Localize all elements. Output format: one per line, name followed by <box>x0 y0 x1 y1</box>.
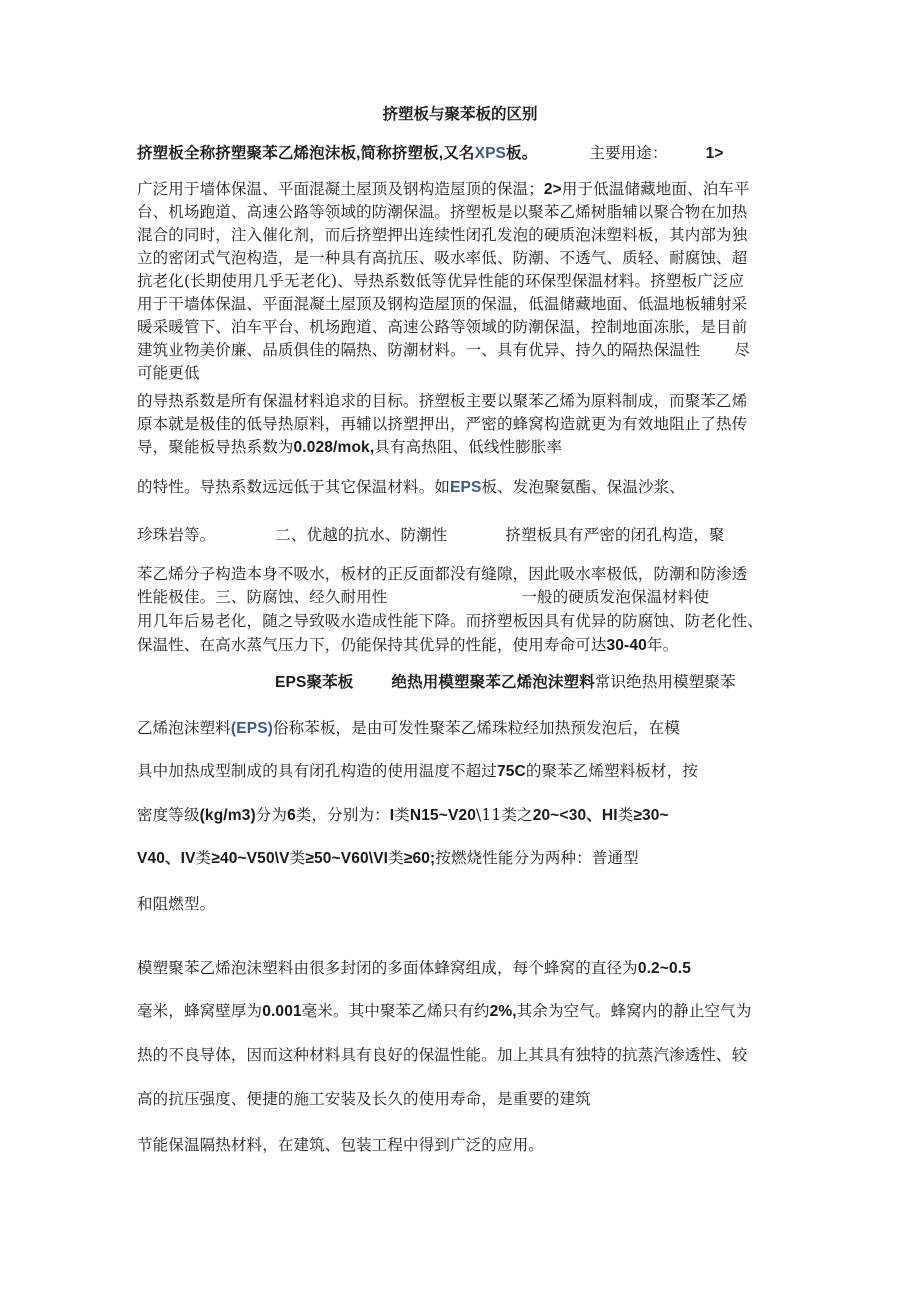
text-line: 节能保温隔热材料，在建筑、包装工程中得到广泛的应用。 <box>137 1136 544 1154</box>
text-line: 混合的同时，注入催化剂，而后挤塑押出连续性闭孔发泡的硬质泡沫塑料板，其内部为独 <box>137 226 748 244</box>
text-line: 热的不良导体，因而这种材料具有良好的保温性能。加上其具有独特的抗蒸汽渗透性、较 <box>137 1046 748 1064</box>
text-line: 用于干墙体保温、平面混凝土屋顶及钢构造屋顶的保温，低温储藏地面、低温地板辅射采 <box>137 295 748 313</box>
text-line: 立的密闭式气泡构造，是一种具有高抗压、吸水率低、防潮、不透气、质轻、耐腐蚀、超 <box>137 249 748 267</box>
text-line: 具中加热成型制成的具有闭孔构造的使用温度不超过75C的聚苯乙烯塑料板材，按 <box>137 762 698 780</box>
usage-number: 1> <box>705 145 724 162</box>
text-line: 乙烯泡沫塑料(EPS)俗称苯板，是由可发性聚苯乙烯珠粒经加热预发泡后，在模 <box>137 719 680 737</box>
text-line: 珍珠岩等。 二、优越的抗水、防潮性 挤塑板具有严密的闭孔构造，聚 <box>137 526 725 544</box>
page-title: 挤塑板与聚苯板的区别 <box>382 106 538 123</box>
text-line: 的特性。导热系数远远低于其它保温材料。如EPS板、发泡聚氨酯、保温沙浆、 <box>137 478 685 496</box>
text-line: 广泛用于墙体保温、平面混凝土屋顶及钢构造屋顶的保温；2>用于低温储藏地面、泊车平 <box>137 180 750 198</box>
text-line: 和阻燃型。 <box>137 895 216 913</box>
intro-text: 板。 <box>506 145 538 162</box>
eps-term: EPS <box>450 479 482 496</box>
text-line: 原本就是极佳的低导热原料，再辅以挤塑押出，严密的蜂窝构造就更为有效地阻止了热传 <box>137 415 748 433</box>
intro-text: 挤塑板全称挤塑聚苯乙烯泡沫板,简称挤塑板,又名 <box>137 145 475 162</box>
text-line: 性能极佳。三、防腐蚀、经久耐用性 一般的硬质发泡保温材料使 <box>137 588 710 606</box>
text-line: 密度等级(kg/m3)分为6类，分别为：I类N15~V20\11类之20~<30、HI类≥30~ <box>137 806 669 824</box>
intro-line <box>137 143 724 165</box>
text-line: 抗老化(长期使用几乎无老化)、导热系数低等优异性能的环保型保温材料。挤塑板广泛应 <box>137 272 745 290</box>
text-line: 用几年后易老化，随之导致吸水造成性能下降。而挤塑板因具有优异的防腐蚀、防老化性、 <box>137 612 764 630</box>
eps-heading: EPS聚苯板 绝热用模塑聚苯乙烯泡沫塑料常识绝热用模塑聚苯 <box>275 673 736 691</box>
text-line: 建筑业物美价廉、品质俱佳的隔热、防潮材料。一、具有优异、持久的隔热保温性 尽 <box>137 341 751 359</box>
text-line: V40、IV类≥40~V50\V类≥50~V60\VI类≥60;按燃烧性能分为两种：普通型 <box>137 849 639 867</box>
usage-label: 主要用途： <box>589 145 668 162</box>
text-line: 暖采暖管下、泊车平台、机场跑道、高速公路等领域的防潮保温，控制地面冻胀，是目前 <box>137 318 748 336</box>
xps-term: XPS <box>474 145 507 162</box>
eps-term: (EPS) <box>230 720 273 737</box>
text-line: 毫米，蜂窝壁厚为0.001毫米。其中聚苯乙烯只有约2%,其余为空气。蜂窝内的静止空气为 <box>137 1002 752 1020</box>
text-line: 模塑聚苯乙烯泡沫塑料由很多封闭的多面体蜂窝组成，每个蜂窝的直径为0.2~0.5 <box>137 959 692 977</box>
text-line: 苯乙烯分子构造本身不吸水，板材的正反面都没有缝隙，因此吸水率极低，防潮和防渗透 <box>137 565 748 583</box>
text-line: 保温性、在高水蒸气压力下，仍能保持其优异的性能，使用寿命可达30-40年。 <box>137 636 679 654</box>
text-line: 台、机场跑道、高速公路等领域的防潮保温。挤塑板是以聚苯乙烯树脂辅以聚合物在加热 <box>137 203 748 221</box>
text-line: 高的抗压强度、便捷的施工安装及长久的使用寿命，是重要的建筑 <box>137 1090 591 1108</box>
text-line: 导，聚能板导热系数为0.028/mok,具有高热阻、低线性膨胀率 <box>137 438 563 456</box>
text-line: 的导热系数是所有保温材料追求的目标。挤塑板主要以聚苯乙烯为原料制成，而聚苯乙烯 <box>137 392 748 410</box>
text-line: 可能更低 <box>137 364 200 382</box>
